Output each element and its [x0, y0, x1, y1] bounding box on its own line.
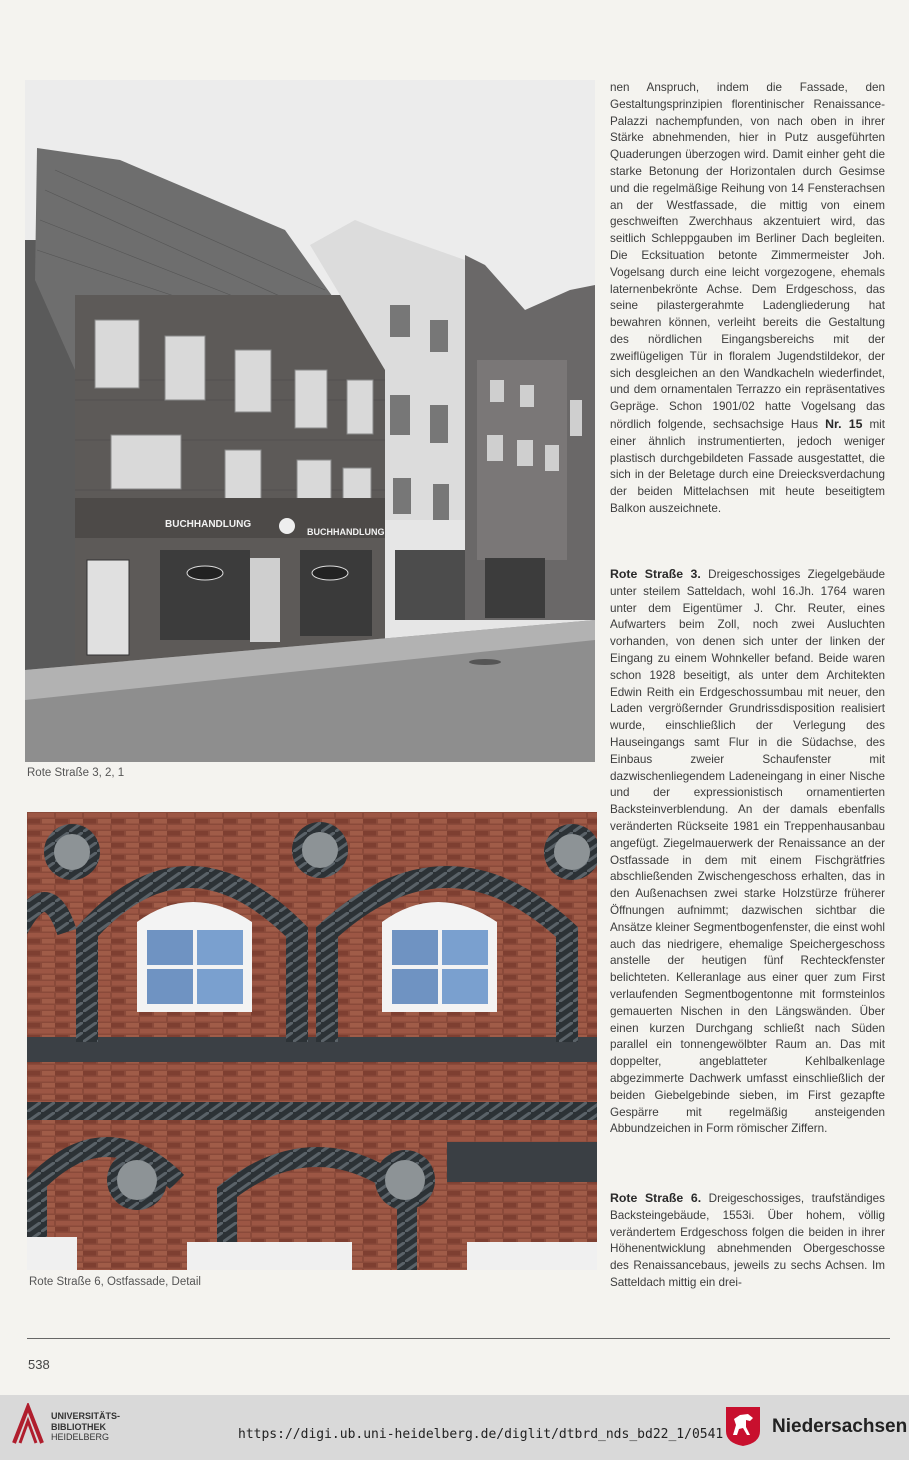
figure-caption: Rote Straße 6, Ostfassade, Detail [29, 1276, 201, 1288]
shop-sign-1: BUCHHANDLUNG [165, 519, 252, 530]
state-name: Niedersachsen [772, 1416, 908, 1437]
street-photo [25, 80, 595, 762]
university-library-name: UNIVERSITÄTS- BIBLIOTHEK HEIDELBERG [51, 1411, 121, 1442]
shop-sign-2: BUCHHANDLUNG [307, 527, 385, 537]
page-number: 538 [28, 1357, 50, 1372]
house-reference: Nr. 15 [825, 416, 863, 431]
entry-heading: Rote Straße 6. [610, 1191, 702, 1205]
figure-caption: Rote Straße 3, 2, 1 [27, 767, 125, 779]
paragraph-text: Dreigeschossiges, traufständiges Backsteingebäude, 1553i. Über hohem, völlig verändertem Erdgeschoss folgen die beiden in ihrer Höhenentwicklung abnehmenden Obergeschosse des Renaissancebaus, jeweils zu sechs Achsen. Im Satteldach mittig ein drei- [610, 1192, 886, 1289]
paragraph [610, 80, 885, 518]
divider [27, 1338, 890, 1339]
facade-detail-photo [27, 812, 597, 1270]
paragraph-text: Dreigeschossiges Ziegelgebäude unter steilem Satteldach, wohl 16.Jh. 1764 waren unter dem Eigentümer J. Chr. Reuter, eines Aufwarters beim Zoll, noch zwei Ausluchten vorhanden, von denen sich unter der linken der Eingang zu einem Wohnkeller befand. Beide waren schon 1928 beseitigt, als unter dem Architekten Edwin Reith ein Erdgeschossumbau mit neuer, den Laden vergrößernder Grundrissdisposition realisiert wurde, einschließlich der Verlegung des Hauseingangs samt Flur in die Südachse, des Einbaus zweier Schaufenster mit dazwischenliegendem Ladeneingang in einer Nische und der expressionistisch ornamentierten Backsteinverblendung. An der damals ebenfalls veränderten Rückseite 1981 ein Treppenhausanbau angefügt. Ziegelmauerwerk der Renaissance an der Ostfassade in dem mit einem Fischgrätfries abschließenden Zwischengeschoss erhalten, das in den Außenachsen zwei starke Holzstürze früherer Öffnungen aufnimmt; dazwischen sichtbar die Ansätze kleiner Segmentbogenfenster, die einst wohl auch das niedrigere, ehemalige Speichergeschoss anstelle der heutigen fünf Rechteckfenster belichteten. Kelleranlage aus einer quer zum First verlaufenden Segmentbogentonne mit formsteinlos gemauerten Nischen in den Längswänden. Über einen kurzen Durchgang schließt nach Süden parallel ein tonnengewölbter Raum an. Das mit doppelter, angeblatteter Kehlbalkenlage abgezimmerte Dachwerk umfasst einschließlich der beiden Giebelgebinde sieben, im First gezapfte Gespärre mit regelmäßig ansteigenden Abbundzeichen in Form römischer Ziffern. [610, 568, 886, 1136]
university-library-logo-icon [10, 1403, 46, 1449]
niedersachsen-horse-icon [724, 1405, 762, 1447]
paragraph [610, 566, 885, 1138]
entry-heading: Rote Straße 3. [610, 567, 701, 581]
paragraph-text: nen Anspruch, indem die Fassade, den Gestaltungsprinzipien florentinischer Renaissance-Palazzi nachempfunden, von nach oben in ihrer Stärke abnehmenden, hier in Putz ausgeführten Quaderungen überzogen wird. Damit einher geht die starke Betonung der Horizontalen durch Gesimse und die regelmäßige Reihung von 14 Fensterachsen an der Westfassade, die mittig von einem geschweiften Zwerchhaus akzentuiert wird, das seitlich Schleppgauben im Berliner Dach begleiten. Die Ecksituation betonte Zimmermeister Joh. Vogelsang durch eine leicht vorgezogene, ehemals laternenbekrönte Achse. Dem Erdgeschoss, das seine pilastergerahmte Ladengliederung hat bewahren können, verleiht bereits die Gestaltung des nördlichen Eingangsbereichs mit der zweiflügeligen Tür in floralem Jugendstildekor, der sich desgleichen an den Wandkacheln wiederfindet, und dem ornamentalen Terrazzo ein repräsentatives Gepräge. Schon 1901/02 hatte Vogelsang das nördlich folgende, sechsachsige Haus [610, 81, 885, 431]
paragraph-text: mit einer ähnlich instrumentierten, jedoch weniger plastisch durchgebildeten Fassade ausgestattet, die sich in der Beletage durch eine Dreiecksverdachung der beiden Mittelachsen mit heute beseitigtem Balkon auszeichnete. [610, 417, 886, 515]
footer-bar [0, 1395, 909, 1460]
paragraph [610, 1190, 885, 1292]
source-url[interactable]: https://digi.ub.uni-heidelberg.de/diglit/dtbrd_nds_bd22_1/0541 [238, 1427, 724, 1442]
